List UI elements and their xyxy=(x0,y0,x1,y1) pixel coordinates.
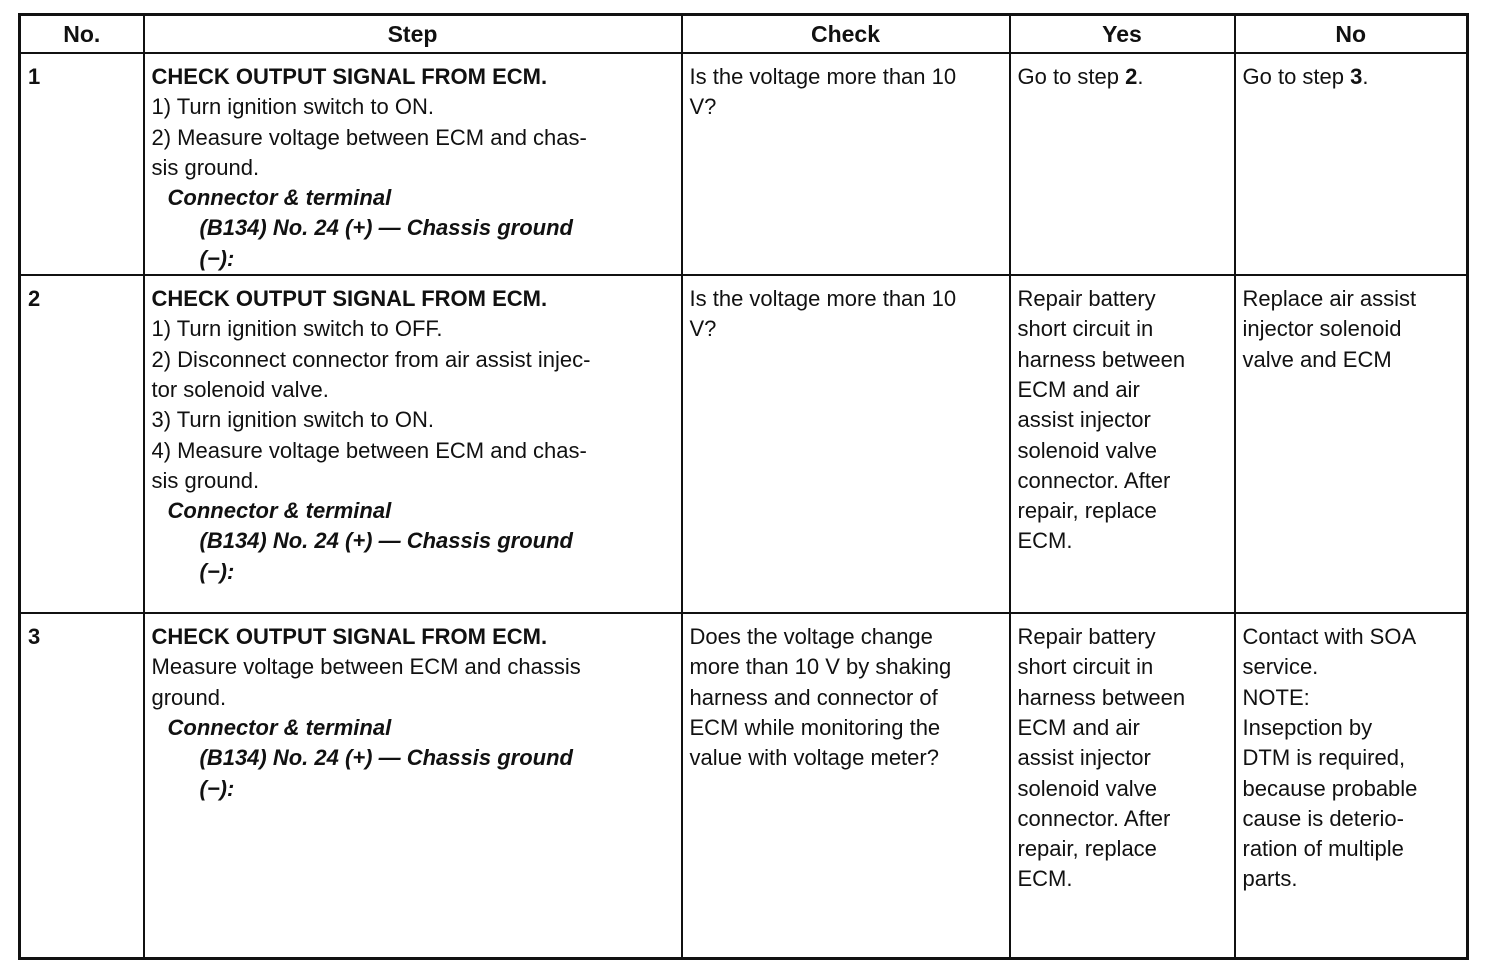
no-cell xyxy=(1235,53,1468,275)
no-text: Replace air assist xyxy=(1242,286,1417,312)
step-instruction: sis ground. xyxy=(151,467,260,493)
yes-text: assist injector xyxy=(1017,745,1151,771)
yes-cell xyxy=(1010,275,1235,613)
step-number: 1 xyxy=(20,53,144,275)
yes-text: harness between xyxy=(1017,346,1186,372)
yes-text: solenoid valve xyxy=(1017,775,1157,801)
header-check: Check xyxy=(682,15,1010,54)
connector-value: (−): xyxy=(199,245,235,271)
no-step-ref: 3 xyxy=(1350,64,1363,89)
check-text: Is the voltage more than 10 xyxy=(689,286,957,312)
step-instruction: 2) Measure voltage between ECM and chas- xyxy=(151,124,587,150)
connector-label: Connector & terminal xyxy=(167,185,392,211)
table-row xyxy=(20,53,1468,275)
yes-text: short circuit in xyxy=(1017,654,1154,680)
check-text: Does the voltage change xyxy=(689,624,933,650)
step-cell xyxy=(144,275,682,613)
step-instruction: 1) Turn ignition switch to ON. xyxy=(151,94,434,120)
connector-value: (B134) No. 24 (+) — Chassis ground xyxy=(199,745,573,771)
check-text: value with voltage meter? xyxy=(689,745,939,771)
no-text: DTM is required, xyxy=(1242,745,1406,771)
no-text: parts. xyxy=(1242,866,1298,892)
no-text: injector solenoid xyxy=(1242,316,1402,342)
connector-value: (B134) No. 24 (+) — Chassis ground xyxy=(199,528,573,554)
check-cell xyxy=(682,53,1010,275)
yes-text: Repair battery xyxy=(1017,286,1156,312)
header-no-result: No xyxy=(1235,15,1468,54)
step-instruction: 2) Disconnect connector from air assist injec- xyxy=(151,346,591,372)
no-text: Insepction by xyxy=(1242,714,1373,740)
yes-text: solenoid valve xyxy=(1017,437,1157,463)
no-text: cause is deterio- xyxy=(1242,805,1404,831)
yes-text: repair, replace xyxy=(1017,498,1157,524)
step-number: 3 xyxy=(20,613,144,958)
table-row xyxy=(20,613,1468,958)
step-title: CHECK OUTPUT SIGNAL FROM ECM. xyxy=(151,624,548,650)
step-cell xyxy=(144,613,682,958)
no-text: because probable xyxy=(1242,775,1418,801)
step-instruction: Measure voltage between ECM and chassis xyxy=(151,654,581,680)
yes-text: Go to step xyxy=(1017,64,1126,89)
check-text: V? xyxy=(689,94,717,120)
check-cell xyxy=(682,613,1010,958)
no-text-suffix: . xyxy=(1362,64,1369,89)
check-text: V? xyxy=(689,316,717,342)
check-text: more than 10 V by shaking xyxy=(689,654,952,680)
connector-value: (−): xyxy=(199,775,235,801)
check-text: Is the voltage more than 10 xyxy=(689,64,957,89)
check-text: ECM while monitoring the xyxy=(689,714,941,740)
yes-step-ref: 2 xyxy=(1125,64,1138,89)
diagnostic-table xyxy=(18,13,1469,960)
step-title: CHECK OUTPUT SIGNAL FROM ECM. xyxy=(151,286,548,312)
no-text: NOTE: xyxy=(1242,684,1310,710)
step-instruction: ground. xyxy=(151,684,227,710)
yes-text: ECM. xyxy=(1017,866,1073,892)
yes-cell xyxy=(1010,613,1235,958)
connector-label: Connector & terminal xyxy=(167,714,392,740)
no-cell xyxy=(1235,613,1468,958)
header-step: Step xyxy=(144,15,682,54)
yes-text: harness between xyxy=(1017,684,1186,710)
connector-value: (B134) No. 24 (+) — Chassis ground xyxy=(199,215,573,241)
step-instruction: 4) Measure voltage between ECM and chas- xyxy=(151,437,587,463)
check-text: harness and connector of xyxy=(689,684,938,710)
yes-text: short circuit in xyxy=(1017,316,1154,342)
step-instruction: sis ground. xyxy=(151,154,260,180)
step-instruction: 3) Turn ignition switch to ON. xyxy=(151,407,434,433)
connector-label: Connector & terminal xyxy=(167,498,392,524)
no-text: Contact with SOA xyxy=(1242,624,1417,650)
no-text: service. xyxy=(1242,654,1319,680)
table-row xyxy=(20,275,1468,613)
check-cell xyxy=(682,275,1010,613)
yes-text: repair, replace xyxy=(1017,836,1157,862)
connector-value: (−): xyxy=(199,558,235,584)
no-text: valve and ECM xyxy=(1242,346,1392,372)
step-number: 2 xyxy=(20,275,144,613)
no-text: Go to step xyxy=(1242,64,1351,89)
yes-text: Repair battery xyxy=(1017,624,1156,650)
yes-text: ECM and air xyxy=(1017,714,1140,740)
header-yes: Yes xyxy=(1010,15,1235,54)
step-instruction: 1) Turn ignition switch to OFF. xyxy=(151,316,443,342)
yes-text: ECM and air xyxy=(1017,376,1140,402)
step-cell xyxy=(144,53,682,275)
step-instruction: tor solenoid valve. xyxy=(151,376,329,402)
yes-text: connector. After xyxy=(1017,467,1171,493)
yes-text: ECM. xyxy=(1017,528,1073,554)
yes-text: connector. After xyxy=(1017,805,1171,831)
header-no: No. xyxy=(20,15,144,54)
no-text: ration of multiple xyxy=(1242,836,1404,862)
header-row xyxy=(20,15,1468,54)
step-title: CHECK OUTPUT SIGNAL FROM ECM. xyxy=(151,64,548,89)
yes-text-suffix: . xyxy=(1137,64,1144,89)
yes-text: assist injector xyxy=(1017,407,1151,433)
no-cell xyxy=(1235,275,1468,613)
yes-cell xyxy=(1010,53,1235,275)
